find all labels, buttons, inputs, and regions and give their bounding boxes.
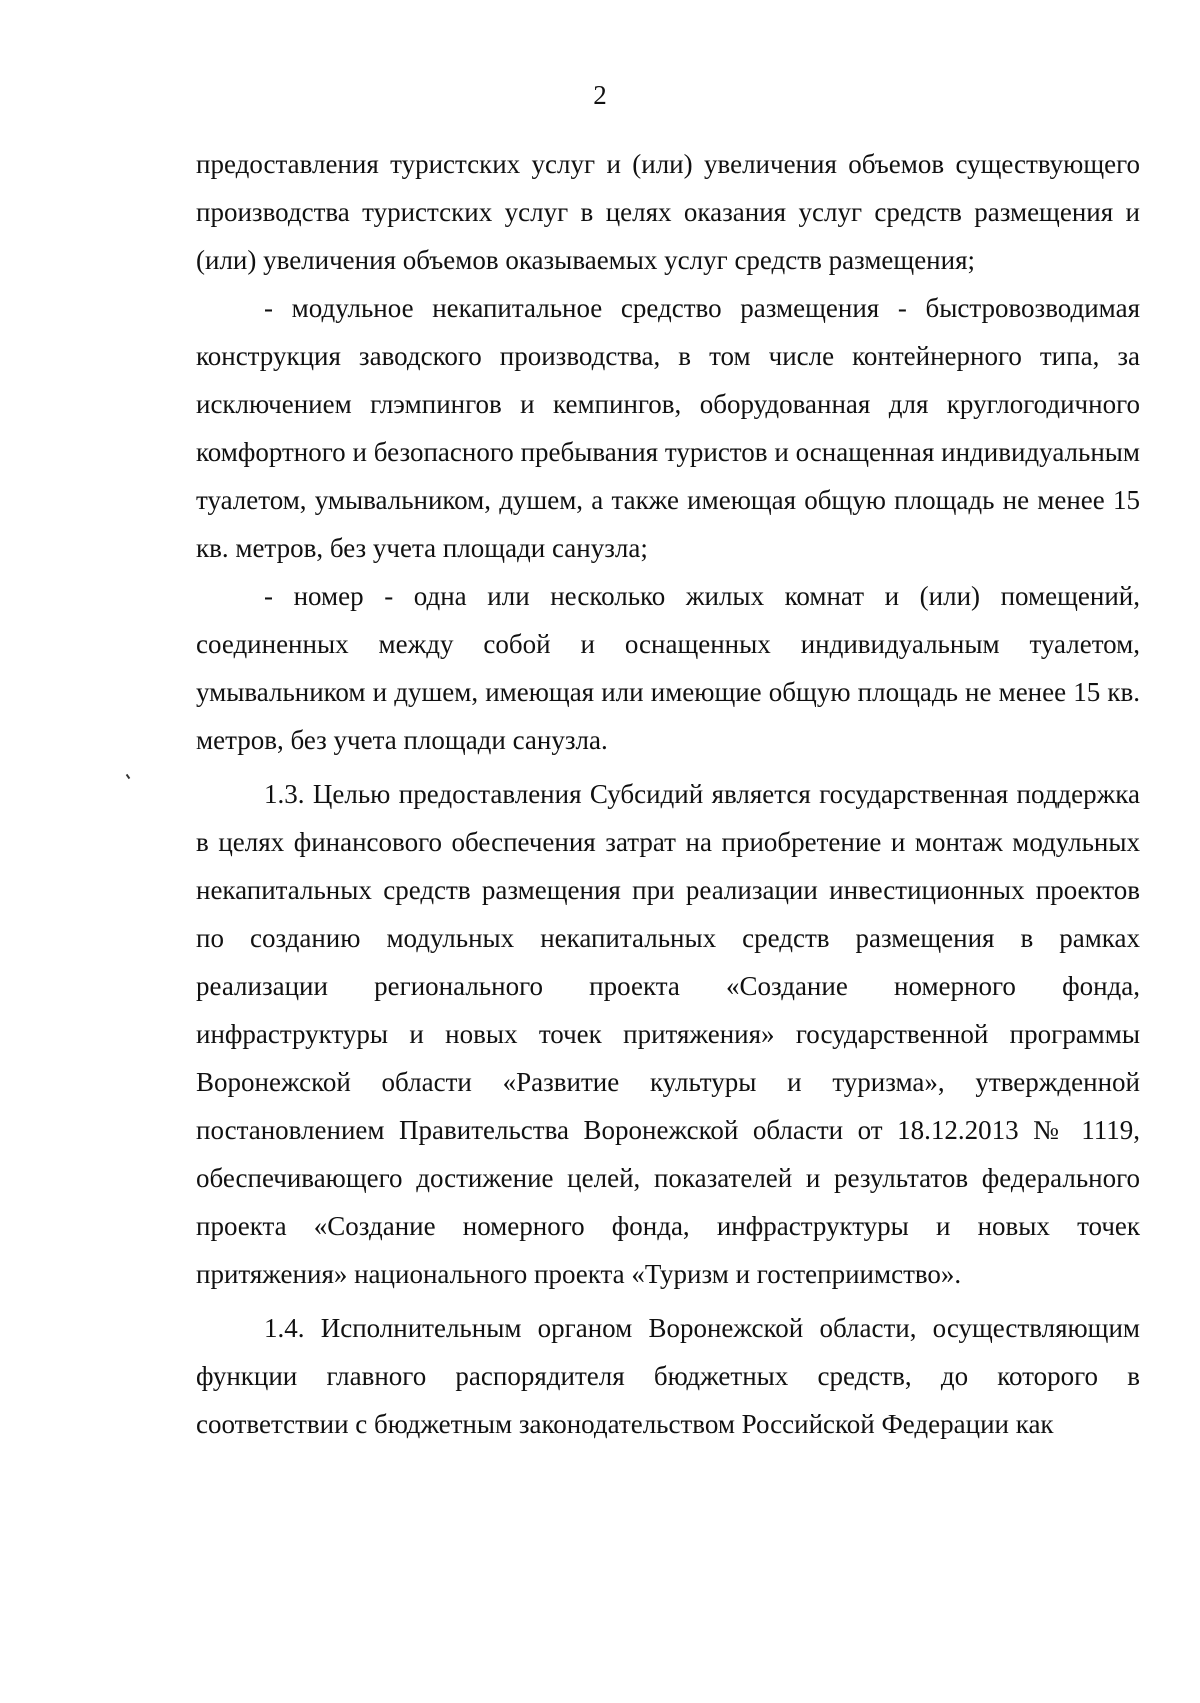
page-number: 2 <box>593 80 607 110</box>
paragraph-definition-room: - номер - одна или несколько жилых комнат и (или) помещений, соединенных между собой и оснащенных индивидуальным туалетом, умывальником и душем, имеющая или имеющие общую площадь не менее 15 кв. метров, без учета площади санузла. <box>196 581 1140 755</box>
scan-artifact-mark <box>126 774 131 779</box>
paragraph-definition-continuation: предоставления туристских услуг и (или) увеличения объемов существующего производства туристских услуг в целях оказания услуг средств размещения и (или) увеличения объемов оказываемых услуг средств размещения; <box>196 149 1140 275</box>
paragraph-section-1-4: 1.4. Исполнительным органом Воронежской области, осуществляющим функции главного распорядителя бюджетных средств, до которого в соответствии с бюджетным законодательством Российской Федерации как <box>196 1313 1140 1439</box>
paragraph-section-1-3: 1.3. Целью предоставления Субсидий является государственная поддержка в целях финансового обеспечения затрат на приобретение и монтаж модульных некапитальных средств размещения при реализации инвестиционных проектов по созданию модульных некапитальных средств размещения в рамках реализации регионального проекта «Создание номерного фонда, инфраструктуры и новых точек притяжения» государственной программы Воронежской области «Развитие культуры и туризма», утвержденной постановлением Правительства Воронежской области от 18.12.2013 № 1119, обеспечивающего достижение целей, показателей и результатов федерального проекта «Создание номерного фонда, инфраструктуры и новых точек притяжения» национального проекта «Туризм и гостеприимство». <box>196 779 1140 1289</box>
paragraph-definition-modular-accommodation: - модульное некапитальное средство размещения - быстровозводимая конструкция заводского производства, в том числе контейнерного типа, за исключением глэмпингов и кемпингов, оборудованная для круглогодичного комфортного и безопасного пребывания туристов и оснащенная индивидуальным туалетом, умывальником, душем, а также имеющая общую площадь не менее 15 кв. метров, без учета площади санузла; <box>196 293 1140 563</box>
document-body <box>196 140 1140 1448</box>
